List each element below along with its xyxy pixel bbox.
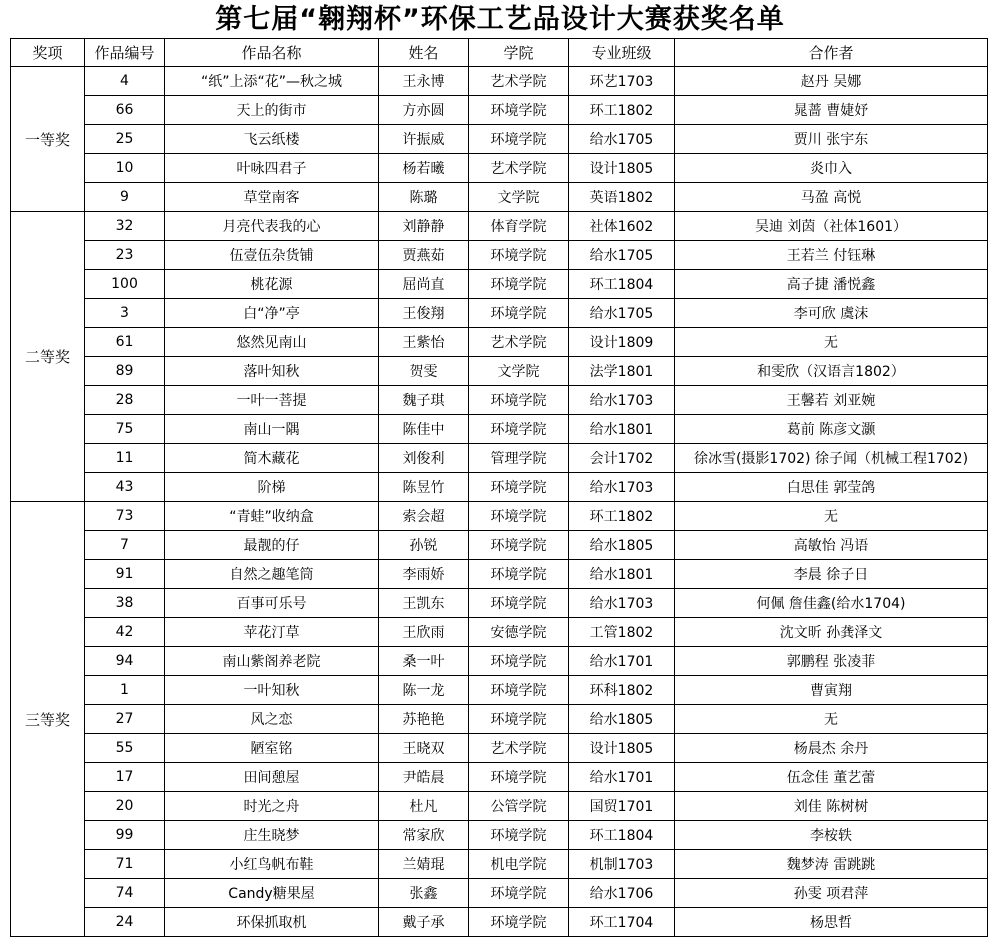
class-cell: 环工1704 — [569, 908, 675, 937]
college-cell: 环境学院 — [469, 647, 569, 676]
work-name-cell: 白“净”亭 — [165, 299, 379, 328]
table-row — [11, 270, 988, 299]
table-row — [11, 908, 988, 937]
college-cell: 环境学院 — [469, 299, 569, 328]
class-cell: 工管1802 — [569, 618, 675, 647]
student-name-cell: 王凯东 — [379, 589, 469, 618]
college-cell: 环境学院 — [469, 415, 569, 444]
work-name-cell: 南山一隅 — [165, 415, 379, 444]
student-name-cell: 张鑫 — [379, 879, 469, 908]
class-cell: 环工1802 — [569, 502, 675, 531]
table-row — [11, 67, 988, 96]
student-name-cell: 王永博 — [379, 67, 469, 96]
collaborators-cell: 徐冰雪(摄影1702) 徐子闻（机械工程1702) — [675, 444, 988, 473]
work-name-cell: “纸”上添“花”—秋之城 — [165, 67, 379, 96]
work-name-cell: 百事可乐号 — [165, 589, 379, 618]
work-id-cell: 38 — [85, 589, 165, 618]
class-cell: 给水1705 — [569, 299, 675, 328]
work-name-cell: 伍壹伍杂货铺 — [165, 241, 379, 270]
college-cell: 环境学院 — [469, 241, 569, 270]
work-name-cell: 苹花汀草 — [165, 618, 379, 647]
collaborators-cell: 马盈 高悦 — [675, 183, 988, 212]
work-id-cell: 10 — [85, 154, 165, 183]
class-cell: 给水1801 — [569, 415, 675, 444]
college-cell: 环境学院 — [469, 676, 569, 705]
work-name-cell: 陋室铭 — [165, 734, 379, 763]
header-prize: 奖项 — [11, 39, 85, 67]
student-name-cell: 杨若曦 — [379, 154, 469, 183]
table-row — [11, 357, 988, 386]
work-id-cell: 1 — [85, 676, 165, 705]
table-row — [11, 502, 988, 531]
class-cell: 英语1802 — [569, 183, 675, 212]
work-id-cell: 9 — [85, 183, 165, 212]
table-row — [11, 676, 988, 705]
student-name-cell: 王晓双 — [379, 734, 469, 763]
collaborators-cell: 李可欣 虞沫 — [675, 299, 988, 328]
class-cell: 给水1701 — [569, 763, 675, 792]
class-cell: 给水1805 — [569, 531, 675, 560]
college-cell: 机电学院 — [469, 850, 569, 879]
college-cell: 环境学院 — [469, 560, 569, 589]
table-row — [11, 792, 988, 821]
class-cell: 设计1805 — [569, 154, 675, 183]
collaborators-cell: 郭鹏程 张凌菲 — [675, 647, 988, 676]
work-id-cell: 55 — [85, 734, 165, 763]
class-cell: 环工1804 — [569, 821, 675, 850]
college-cell: 艺术学院 — [469, 67, 569, 96]
collaborators-cell: 无 — [675, 502, 988, 531]
student-name-cell: 王紫怡 — [379, 328, 469, 357]
table-row — [11, 763, 988, 792]
collaborators-cell: 王馨若 刘亚婉 — [675, 386, 988, 415]
work-id-cell: 7 — [85, 531, 165, 560]
header-work-id: 作品编号 — [85, 39, 165, 67]
work-id-cell: 42 — [85, 618, 165, 647]
student-name-cell: 苏艳艳 — [379, 705, 469, 734]
table-row — [11, 879, 988, 908]
table-row — [11, 96, 988, 125]
college-cell: 公管学院 — [469, 792, 569, 821]
student-name-cell: 刘俊利 — [379, 444, 469, 473]
college-cell: 文学院 — [469, 183, 569, 212]
prize-cell: 三等奖 — [11, 502, 85, 937]
work-name-cell: 庄生晓梦 — [165, 821, 379, 850]
college-cell: 管理学院 — [469, 444, 569, 473]
college-cell: 安德学院 — [469, 618, 569, 647]
college-cell: 环境学院 — [469, 763, 569, 792]
class-cell: 给水1705 — [569, 241, 675, 270]
collaborators-cell: 李晨 徐子日 — [675, 560, 988, 589]
collaborators-cell: 白思佳 郭莹鸽 — [675, 473, 988, 502]
table-row — [11, 386, 988, 415]
collaborators-cell: 伍念佳 董艺蕾 — [675, 763, 988, 792]
college-cell: 环境学院 — [469, 386, 569, 415]
work-id-cell: 23 — [85, 241, 165, 270]
work-id-cell: 27 — [85, 705, 165, 734]
prize-cell: 二等奖 — [11, 212, 85, 502]
header-work-name: 作品名称 — [165, 39, 379, 67]
student-name-cell: 孙锐 — [379, 531, 469, 560]
work-id-cell: 91 — [85, 560, 165, 589]
table-row — [11, 821, 988, 850]
college-cell: 环境学院 — [469, 879, 569, 908]
table-row — [11, 415, 988, 444]
table-row — [11, 531, 988, 560]
table-row — [11, 125, 988, 154]
work-id-cell: 89 — [85, 357, 165, 386]
table-row — [11, 299, 988, 328]
class-cell: 给水1703 — [569, 386, 675, 415]
collaborators-cell: 沈文昕 孙龚泽文 — [675, 618, 988, 647]
college-cell: 环境学院 — [469, 705, 569, 734]
collaborators-cell: 刘佳 陈树树 — [675, 792, 988, 821]
table-body — [11, 67, 988, 937]
collaborators-cell: 何佩 詹佳鑫(给水1704) — [675, 589, 988, 618]
college-cell: 艺术学院 — [469, 734, 569, 763]
work-name-cell: 最靓的仔 — [165, 531, 379, 560]
collaborators-cell: 李桉轶 — [675, 821, 988, 850]
college-cell: 环境学院 — [469, 125, 569, 154]
work-id-cell: 74 — [85, 879, 165, 908]
work-name-cell: 自然之趣笔筒 — [165, 560, 379, 589]
class-cell: 国贸1701 — [569, 792, 675, 821]
collaborators-cell: 王若兰 付钰琳 — [675, 241, 988, 270]
college-cell: 环境学院 — [469, 473, 569, 502]
table-row — [11, 850, 988, 879]
college-cell: 体育学院 — [469, 212, 569, 241]
student-name-cell: 刘静静 — [379, 212, 469, 241]
collaborators-cell: 晁蔷 曹婕妤 — [675, 96, 988, 125]
work-name-cell: 田间憩屋 — [165, 763, 379, 792]
work-name-cell: 阶梯 — [165, 473, 379, 502]
student-name-cell: 兰婧琨 — [379, 850, 469, 879]
work-name-cell: Candy糖果屋 — [165, 879, 379, 908]
table-row — [11, 444, 988, 473]
collaborators-cell: 杨思哲 — [675, 908, 988, 937]
student-name-cell: 尹皓晨 — [379, 763, 469, 792]
student-name-cell: 魏子琪 — [379, 386, 469, 415]
class-cell: 环工1802 — [569, 96, 675, 125]
class-cell: 给水1705 — [569, 125, 675, 154]
work-id-cell: 11 — [85, 444, 165, 473]
college-cell: 环境学院 — [469, 589, 569, 618]
work-name-cell: 南山紫阁养老院 — [165, 647, 379, 676]
work-name-cell: 悠然见南山 — [165, 328, 379, 357]
class-cell: 环艺1703 — [569, 67, 675, 96]
table-row — [11, 705, 988, 734]
header-college: 学院 — [469, 39, 569, 67]
table-row — [11, 589, 988, 618]
work-name-cell: 小红鸟帆布鞋 — [165, 850, 379, 879]
table-row — [11, 647, 988, 676]
class-cell: 给水1706 — [569, 879, 675, 908]
work-name-cell: 桃花源 — [165, 270, 379, 299]
collaborators-cell: 孙雯 项君萍 — [675, 879, 988, 908]
work-id-cell: 17 — [85, 763, 165, 792]
award-table — [10, 38, 988, 937]
college-cell: 文学院 — [469, 357, 569, 386]
work-id-cell: 3 — [85, 299, 165, 328]
class-cell: 环工1804 — [569, 270, 675, 299]
class-cell: 给水1805 — [569, 705, 675, 734]
work-name-cell: 落叶知秋 — [165, 357, 379, 386]
prize-cell: 一等奖 — [11, 67, 85, 212]
college-cell: 环境学院 — [469, 502, 569, 531]
work-name-cell: 飞云纸楼 — [165, 125, 379, 154]
collaborators-cell: 葛前 陈彦文灏 — [675, 415, 988, 444]
work-name-cell: 草堂南客 — [165, 183, 379, 212]
table-row — [11, 560, 988, 589]
collaborators-cell: 高子捷 潘悦鑫 — [675, 270, 988, 299]
student-name-cell: 索会超 — [379, 502, 469, 531]
work-id-cell: 100 — [85, 270, 165, 299]
student-name-cell: 常家欣 — [379, 821, 469, 850]
work-id-cell: 66 — [85, 96, 165, 125]
student-name-cell: 陈一龙 — [379, 676, 469, 705]
class-cell: 给水1703 — [569, 589, 675, 618]
college-cell: 环境学院 — [469, 96, 569, 125]
work-id-cell: 71 — [85, 850, 165, 879]
work-id-cell: 32 — [85, 212, 165, 241]
class-cell: 会计1702 — [569, 444, 675, 473]
table-row — [11, 618, 988, 647]
collaborators-cell: 曹寅翔 — [675, 676, 988, 705]
work-name-cell: 叶咏四君子 — [165, 154, 379, 183]
class-cell: 给水1703 — [569, 473, 675, 502]
student-name-cell: 陈佳中 — [379, 415, 469, 444]
collaborators-cell: 贾川 张宇东 — [675, 125, 988, 154]
work-id-cell: 99 — [85, 821, 165, 850]
student-name-cell: 桑一叶 — [379, 647, 469, 676]
table-row — [11, 473, 988, 502]
work-id-cell: 28 — [85, 386, 165, 415]
table-row — [11, 154, 988, 183]
student-name-cell: 王欣雨 — [379, 618, 469, 647]
table-row — [11, 183, 988, 212]
work-name-cell: 简木藏花 — [165, 444, 379, 473]
class-cell: 社体1602 — [569, 212, 675, 241]
college-cell: 艺术学院 — [469, 154, 569, 183]
work-name-cell: 一叶知秋 — [165, 676, 379, 705]
work-id-cell: 73 — [85, 502, 165, 531]
college-cell: 艺术学院 — [469, 328, 569, 357]
college-cell: 环境学院 — [469, 821, 569, 850]
work-id-cell: 24 — [85, 908, 165, 937]
collaborators-cell: 吴迪 刘茵（社体1601） — [675, 212, 988, 241]
header-class: 专业班级 — [569, 39, 675, 67]
collaborators-cell: 赵丹 吴娜 — [675, 67, 988, 96]
college-cell: 环境学院 — [469, 908, 569, 937]
class-cell: 设计1805 — [569, 734, 675, 763]
student-name-cell: 陈昱竹 — [379, 473, 469, 502]
collaborators-cell: 无 — [675, 705, 988, 734]
table-row — [11, 734, 988, 763]
work-name-cell: 一叶一菩提 — [165, 386, 379, 415]
collaborators-cell: 和雯欣（汉语言1802） — [675, 357, 988, 386]
work-id-cell: 20 — [85, 792, 165, 821]
college-cell: 环境学院 — [469, 270, 569, 299]
work-id-cell: 4 — [85, 67, 165, 96]
collaborators-cell: 杨晨杰 余丹 — [675, 734, 988, 763]
collaborators-cell: 高敏怡 冯语 — [675, 531, 988, 560]
student-name-cell: 贾燕茹 — [379, 241, 469, 270]
class-cell: 法学1801 — [569, 357, 675, 386]
student-name-cell: 杜凡 — [379, 792, 469, 821]
class-cell: 给水1801 — [569, 560, 675, 589]
work-id-cell: 43 — [85, 473, 165, 502]
work-id-cell: 61 — [85, 328, 165, 357]
header-collaborators: 合作者 — [675, 39, 988, 67]
page-title: 第七届“翱翔杯”环保工艺品设计大赛获奖名单 — [215, 4, 785, 35]
work-name-cell: 环保抓取机 — [165, 908, 379, 937]
class-cell: 机制1703 — [569, 850, 675, 879]
class-cell: 环科1802 — [569, 676, 675, 705]
student-name-cell: 屈尚直 — [379, 270, 469, 299]
work-name-cell: 月亮代表我的心 — [165, 212, 379, 241]
student-name-cell: 贺雯 — [379, 357, 469, 386]
header-row — [11, 39, 988, 67]
student-name-cell: 李雨娇 — [379, 560, 469, 589]
class-cell: 设计1809 — [569, 328, 675, 357]
table-row — [11, 328, 988, 357]
work-id-cell: 94 — [85, 647, 165, 676]
work-name-cell: 天上的街市 — [165, 96, 379, 125]
work-name-cell: “青蛙”收纳盒 — [165, 502, 379, 531]
student-name-cell: 王俊翔 — [379, 299, 469, 328]
collaborators-cell: 炎巾入 — [675, 154, 988, 183]
work-name-cell: 风之恋 — [165, 705, 379, 734]
work-id-cell: 25 — [85, 125, 165, 154]
table-row — [11, 212, 988, 241]
collaborators-cell: 无 — [675, 328, 988, 357]
header-student-name: 姓名 — [379, 39, 469, 67]
college-cell: 环境学院 — [469, 531, 569, 560]
table-row — [11, 241, 988, 270]
student-name-cell: 陈璐 — [379, 183, 469, 212]
work-id-cell: 75 — [85, 415, 165, 444]
student-name-cell: 许振威 — [379, 125, 469, 154]
work-name-cell: 时光之舟 — [165, 792, 379, 821]
collaborators-cell: 魏梦涛 雷跳跳 — [675, 850, 988, 879]
student-name-cell: 方亦圆 — [379, 96, 469, 125]
class-cell: 给水1701 — [569, 647, 675, 676]
student-name-cell: 戴子承 — [379, 908, 469, 937]
